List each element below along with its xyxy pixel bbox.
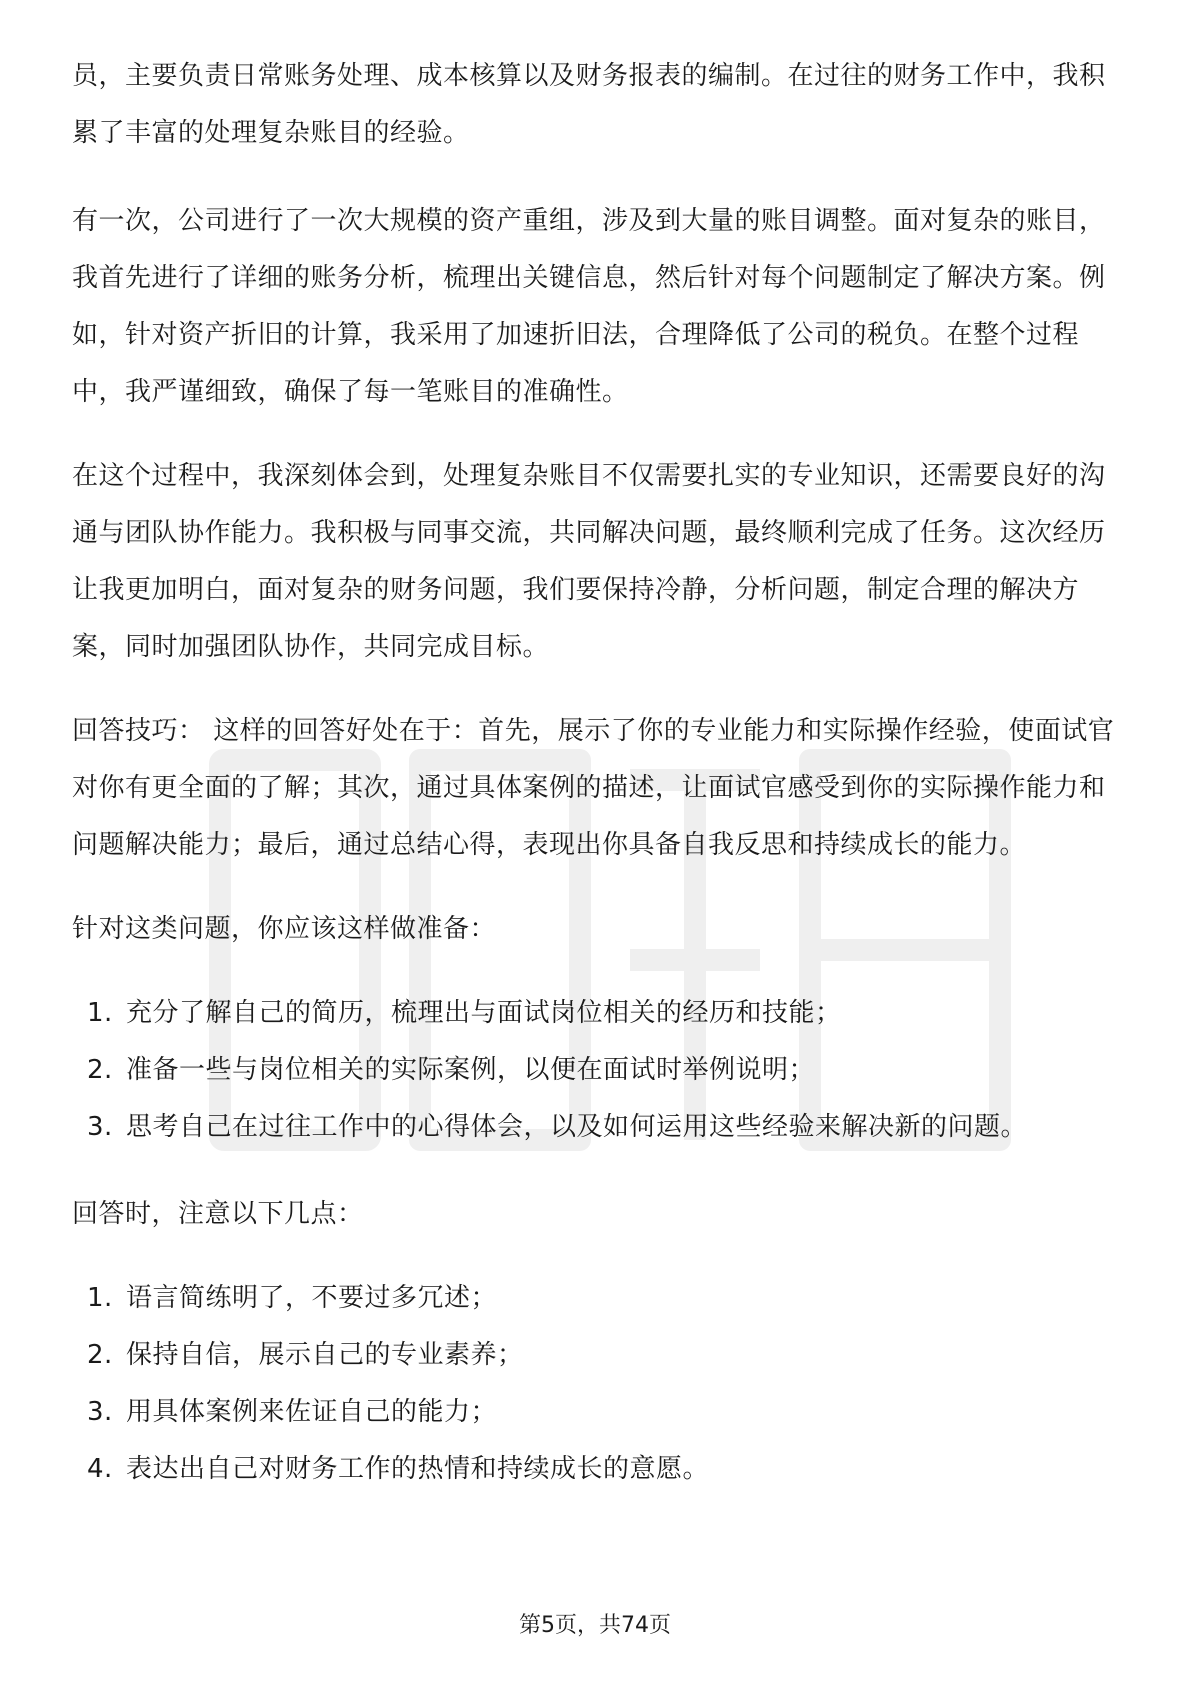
paragraph-tips-heading: 回答时，注意以下几点：	[72, 1199, 364, 1229]
list-text: 准备一些与岗位相关的实际案例，以便在面试时举例说明；	[126, 1055, 816, 1085]
list-number: 1.	[87, 998, 113, 1028]
paragraph-intro: 员，主要负责日常账务处理、成本核算以及财务报表的编制。在过往的财务工作中，我积累了丰富的处理复杂账目的经验。	[72, 61, 1106, 148]
paragraph-answer-tips: 回答技巧： 这样的回答好处在于：首先，展示了你的专业能力和实际操作经验，使面试官对你有更全面的了解；其次，通过具体案例的描述，让面试官感受到你的实际操作能力和问题解决能力；最后，通过总结心得，表现出你具备自我反思和持续成长的能力。	[72, 716, 1115, 860]
prep-list	[72, 985, 1122, 1156]
list-text: 充分了解自己的简历，梳理出与面试岗位相关的经历和技能；	[126, 998, 842, 1028]
paragraph-case: 有一次，公司进行了一次大规模的资产重组，涉及到大量的账目调整。面对复杂的账目，我首先进行了详细的账务分析，梳理出关键信息，然后针对每个问题制定了解决方案。例如，针对资产折旧的计算，我采用了加速折旧法，合理降低了公司的税负。在整个过程中，我严谨细致，确保了每一笔账目的准确性。	[72, 206, 1106, 407]
list-text: 思考自己在过往工作中的心得体会，以及如何运用这些经验来解决新的问题。	[126, 1112, 1028, 1142]
list-item	[72, 1042, 1122, 1099]
document-page	[72, 48, 1122, 1528]
list-number: 1.	[87, 1283, 113, 1313]
list-item	[72, 1384, 1122, 1441]
list-item	[72, 1327, 1122, 1384]
list-number: 2.	[87, 1340, 113, 1370]
list-text: 保持自信，展示自己的专业素养；	[126, 1340, 524, 1370]
list-text: 表达出自己对财务工作的热情和持续成长的意愿。	[126, 1454, 710, 1484]
paragraph-reflection: 在这个过程中，我深刻体会到，处理复杂账目不仅需要扎实的专业知识，还需要良好的沟通与团队协作能力。我积极与同事交流，共同解决问题，最终顺利完成了任务。这次经历让我更加明白，面对复杂的财务问题，我们要保持冷静，分析问题，制定合理的解决方案，同时加强团队协作，共同完成目标。	[72, 461, 1106, 662]
list-item	[72, 985, 1122, 1042]
list-item	[72, 1270, 1122, 1327]
list-item	[72, 1441, 1122, 1498]
list-number: 3.	[87, 1397, 113, 1427]
list-item	[72, 1099, 1122, 1156]
list-number: 3.	[87, 1112, 113, 1142]
paragraph-prep-heading: 针对这类问题，你应该这样做准备：	[72, 914, 497, 944]
list-number: 2.	[87, 1055, 113, 1085]
list-text: 语言简练明了，不要过多冗述；	[126, 1283, 498, 1313]
list-number: 4.	[87, 1454, 113, 1484]
tips-list	[72, 1270, 1122, 1498]
page-footer: 第5页，共74页	[519, 1613, 671, 1638]
list-text: 用具体案例来佐证自己的能力；	[126, 1397, 498, 1427]
